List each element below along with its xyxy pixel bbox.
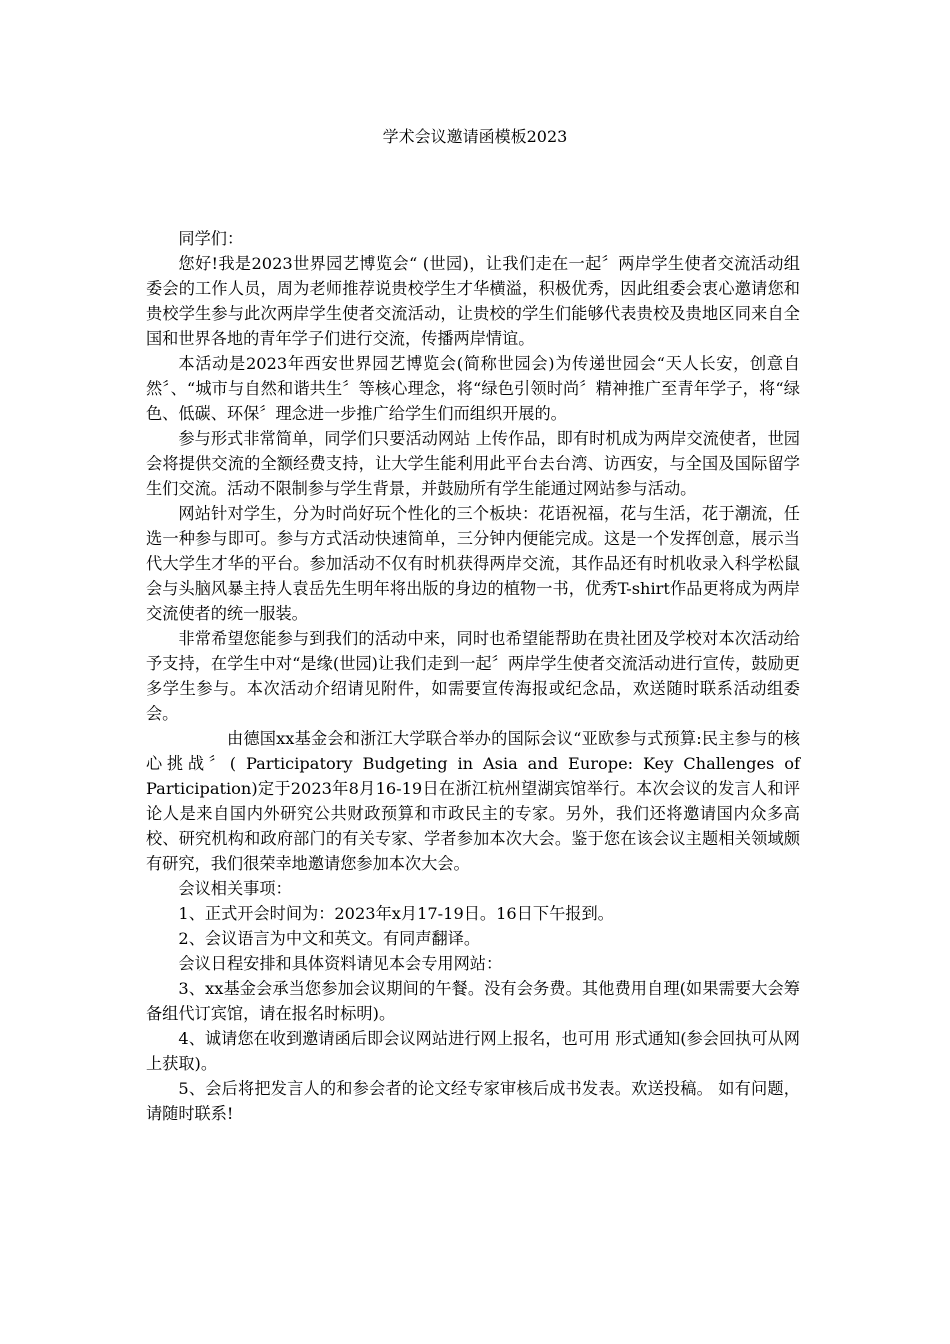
- matter-item: 会议日程安排和具体资料请见本会专用网站：: [178, 954, 503, 973]
- matter-item: 1、正式开会时间为：2023年x月17-19日。16日下午报到。: [178, 904, 614, 923]
- conference-paragraph: 由德国xx基金会和浙江大学联合举办的国际会议“亚欧参与式预算:民主参与的核心挑战〞( Participatory Budgeting in Asia and Europe: Key Challenges of Participation)定于2023年8月16-19日在浙江杭州望湖宾馆举行。本次会议的发言人和评论人是来自国内外研究公共财政预算和市政民主的专家。另外，我们还将邀请国内众多高校、研究机构和政府部门的有关专家、学者参加本次大会。鉴于您在该会议主题相关领域颇有研究，我们很荣幸地邀请您参加本次大会。: [146, 729, 800, 873]
- matters-heading: 会议相关事项：: [178, 879, 292, 898]
- body-paragraph: 网站针对学生，分为时尚好玩个性化的三个板块：花语祝福，花与生活，花于潮流，任选一种参与即可。参与方式活动快速简单，三分钟内便能完成。这是一个发挥创意，展示当代大学生才华的平台。参加活动不仅有时机获得两岸交流，其作品还有时机收录入科学松鼠会与头脑风暴主持人袁岳先生明年将出版的身边的植物一书，优秀T-shirt作品更将成为两岸交流使者的统一服装。: [146, 504, 800, 623]
- matter-item: 3、xx基金会承当您参加会议期间的午餐。没有会务费。其他费用自理(如果需要大会筹备组代订宾馆，请在报名时标明)。: [146, 979, 800, 1023]
- body-paragraph: 非常希望您能参与到我们的活动中来，同时也希望能帮助在贵社团及学校对本次活动给予支持，在学生中对“是缘(世园)让我们走到一起〞两岸学生使者交流活动进行宣传，鼓励更多学生参与。本次活动介绍请见附件，如需要宣传海报或纪念品，欢送随时联系活动组委会。: [146, 629, 800, 723]
- matter-item: 5、会后将把发言人的和参会者的论文经专家审核后成书发表。欢送投稿。 如有问题，请随时联系!: [146, 1079, 800, 1123]
- body-paragraph: 您好!我是2023世界园艺博览会“ (世园)，让我们走在一起〞两岸学生使者交流活动组委会的工作人员，周为老师推荐说贵校学生才华横溢，积极优秀，因此组委会衷心邀请您和贵校学生参与此次两岸学生使者交流活动，让贵校的学生们能够代表贵校及贵地区同来自全国和世界各地的青年学子们进行交流，传播两岸情谊。: [146, 254, 800, 348]
- matter-item: 4、诚请您在收到邀请函后即会议网站进行网上报名，也可用 形式通知(参会回执可从网上获取)。: [146, 1029, 800, 1073]
- body-paragraph: 参与形式非常简单，同学们只要活动网站 上传作品，即有时机成为两岸交流使者，世园会将提供交流的全额经费支持，让大学生能利用此平台去台湾、访西安，与全国及国际留学生们交流。活动不限制参与学生背景，并鼓励所有学生能通过网站参与活动。: [146, 429, 800, 498]
- matter-item: 2、会议语言为中文和英文。有同声翻译。: [178, 929, 481, 948]
- body-paragraph: 本活动是2023年西安世界园艺博览会(简称世园会)为传递世园会“天人长安，创意自然〞、“城市与自然和谐共生〞等核心理念，将“绿色引领时尚〞精神推广至青年学子，将“绿色、低碳、环保〞理念进一步推广给学生们而组织开展的。: [146, 354, 800, 423]
- document-body: [146, 226, 800, 1126]
- greeting-paragraph: 同学们：: [178, 229, 244, 248]
- document-title: 学术会议邀请函模板2023: [382, 127, 568, 146]
